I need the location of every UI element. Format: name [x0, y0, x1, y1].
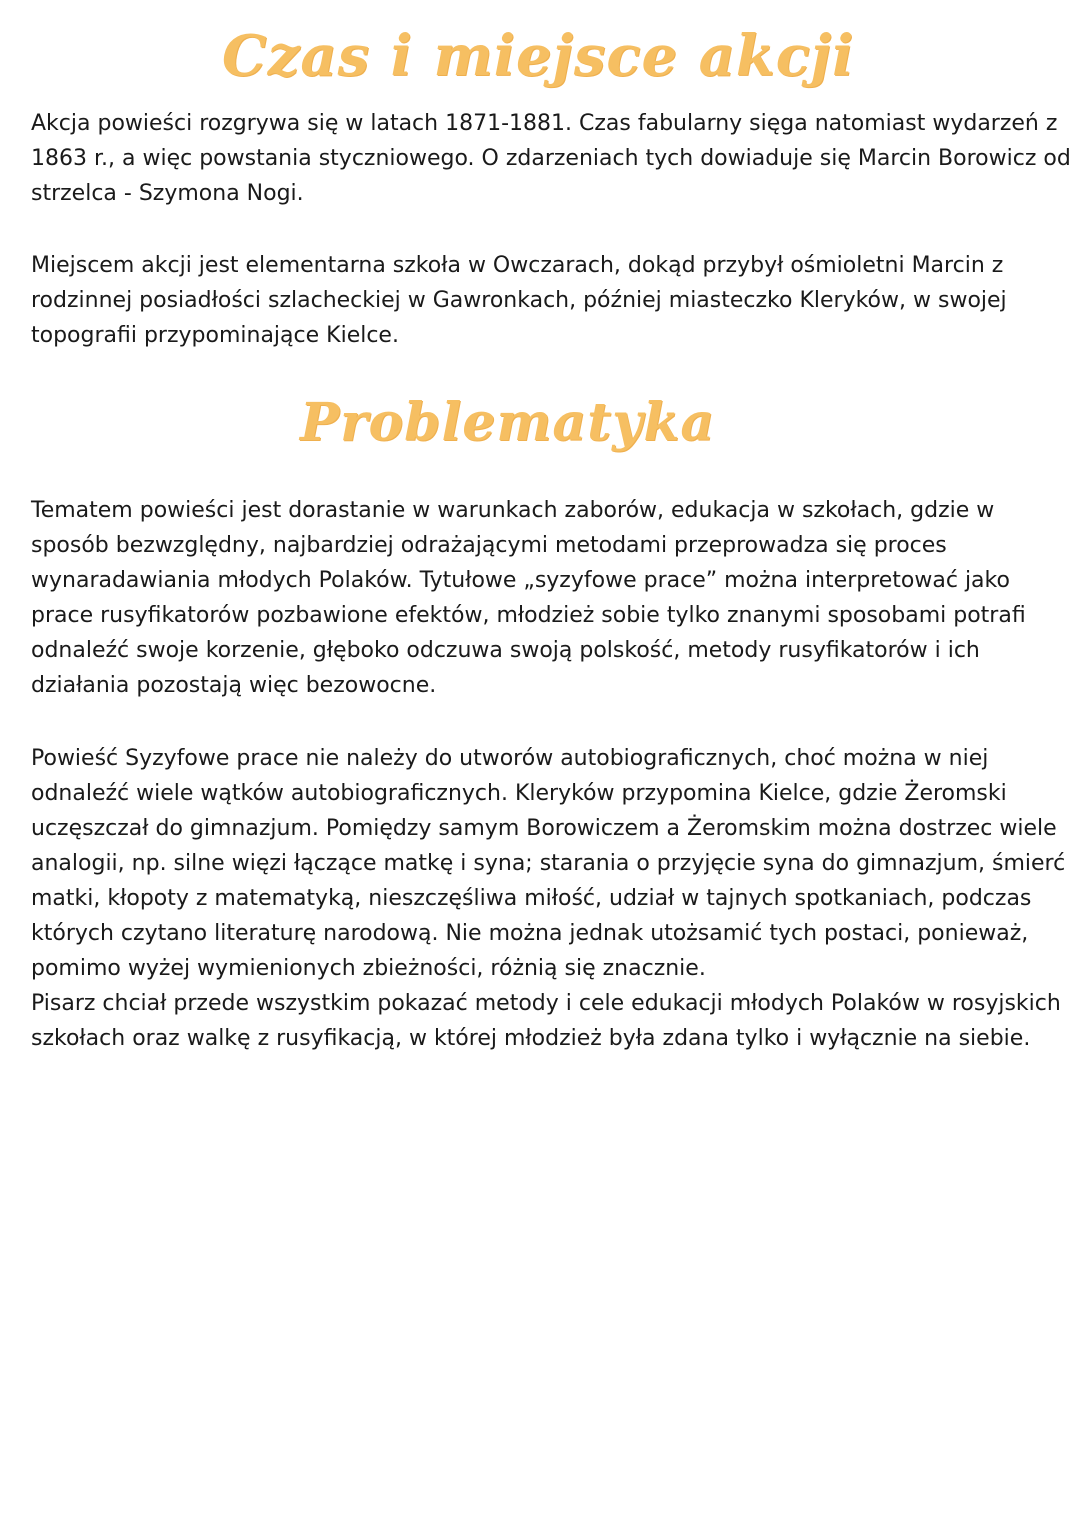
paragraph-autobiography: Powieść Syzyfowe prace nie należy do utworów autobiograficznych, choć można w niej odnaleźć wiele wątków autobiograficznych. Kleryków przypomina Kielce, gdzie Żeromski uczęszczał do gimnazjum. Pomiędzy samym Borowiczem a Żeromskim można dostrzec wiele analogii, np. silne więzi łączące matkę i syna; starania o przyjęcie syna do gimnazjum, śmierć matki, kłopoty z matematyką, nieszczęśliwa miłość, udział w tajnych spotkaniach, podczas których czytano literaturę narodową. Nie można jednak utożsamić tych postaci, ponieważ, pomimo wyżej wymienionych zbieżności, różnią się znacznie. Pisarz chciał przede wszystkim pokazać metody i cele edukacji młodych Polaków w rosyjskich szkołach oraz walkę z rusyfikacją, w której młodzież była zdana tylko i wyłącznie na siebie.: [31, 746, 1066, 1051]
paragraph-place: Miejscem akcji jest elementarna szkoła w Owczarach, dokąd przybył ośmioletni Marcin z rodzinnej posiadłości szlacheckiej w Gawronkach, później miasteczko Kleryków, w swojej topografii przypominające Kielce.: [31, 253, 1007, 348]
paragraph-time: Akcja powieści rozgrywa się w latach 1871-1881. Czas fabularny sięga natomiast wydarzeń z 1863 r., a więc powstania styczniowego. O zdarzeniach tych dowiaduje się Marcin Borowicz od strzelca - Szymona Nogi.: [31, 111, 1071, 206]
heading-problems: Problematyka: [300, 392, 716, 453]
heading-time-place: Czas i miejsce akcji: [222, 23, 855, 89]
paragraph-theme: Tematem powieści jest dorastanie w warunkach zaborów, edukacja w szkołach, gdzie w sposób bezwzględny, najbardziej odrażającymi metodami przeprowadza się proces wynaradawiania młodych Polaków. Tytułowe „syzyfowe prace” można interpretować jako prace rusyfikatorów pozbawione efektów, młodzież sobie tylko znanymi sposobami potrafi odnaleźć swoje korzenie, głęboko odczuwa swoją polskość, metody rusyfikatorów i ich działania pozostają więc bezowocne.: [31, 498, 1026, 698]
